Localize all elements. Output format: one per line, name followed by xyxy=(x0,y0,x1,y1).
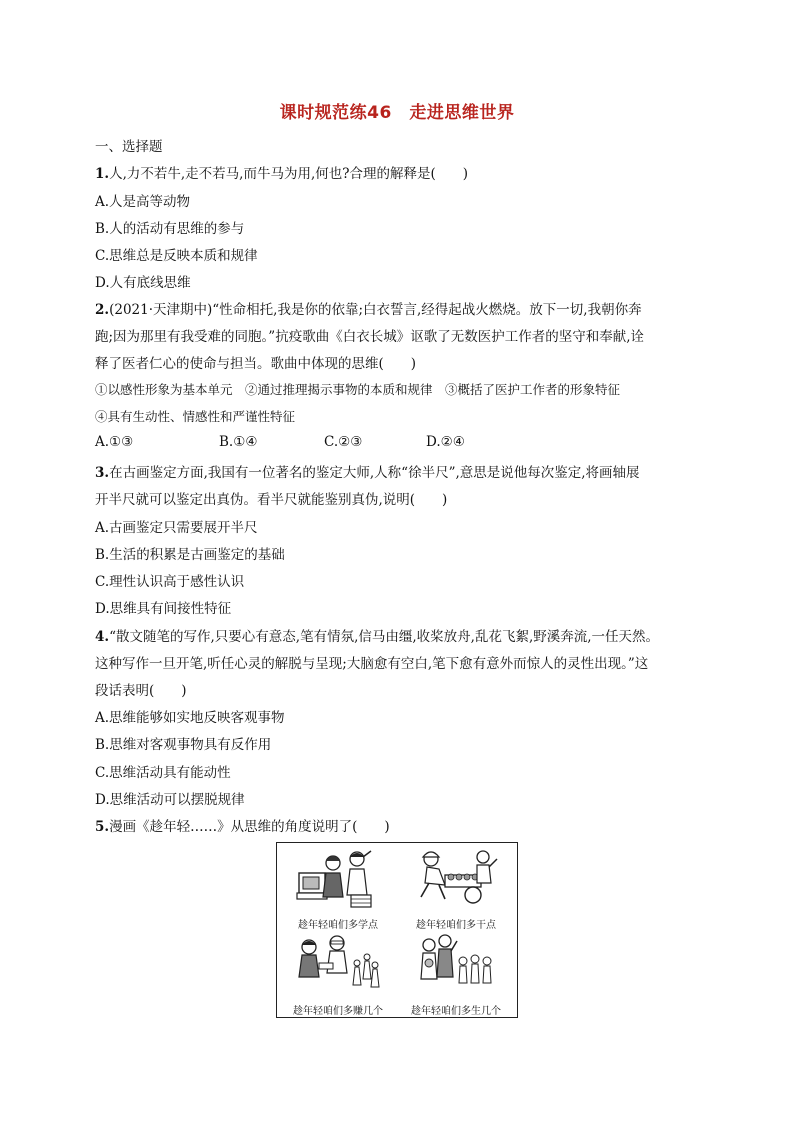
question-number: 4. xyxy=(95,629,110,645)
option-c: C.理性认识高于感性认识 xyxy=(95,574,245,590)
question-number: 2. xyxy=(95,302,110,318)
question-text: 人,力不若牛,走不若马,而牛马为用,何也?合理的解释是( ) xyxy=(109,166,469,182)
cartoon-figure xyxy=(276,842,518,1018)
option-a: A.古画鉴定只需要展开半尺 xyxy=(95,520,258,536)
earning-people-illustration xyxy=(293,933,383,999)
question-text: 在古画鉴定方面,我国有一位著名的鉴定大师,人称“徐半尺”,意思是说他每次鉴定,将画轴展 xyxy=(109,465,640,481)
question-text: 这种写作一旦开笔,听任心灵的解脱与呈现;大脑愈有空白,笔下愈有意外而惊人的灵性出现。”这 xyxy=(95,656,649,672)
question-number: 5. xyxy=(95,819,110,835)
question-text: “散文随笔的写作,只要心有意态,笔有情氛,信马由缰,收桨放舟,乱花飞絮,野溪奔流,一任天然。 xyxy=(109,629,660,645)
question-text: 释了医者仁心的使命与担当。歌曲中体现的思维( ) xyxy=(95,356,417,372)
option-b: B.生活的积累是古画鉴定的基础 xyxy=(95,547,285,563)
option-a: A.①③ xyxy=(95,434,134,450)
section-heading: 一、选择题 xyxy=(95,139,163,155)
option-c: C.②③ xyxy=(324,434,363,450)
question-3-stem xyxy=(95,461,640,481)
statement-items: ④具有生动性、情感性和严谨性特征 xyxy=(95,409,296,424)
question-text: 漫画《趁年轻……》从思维的角度说明了( ) xyxy=(109,819,390,835)
option-b: B.①④ xyxy=(219,434,258,450)
question-text: (2021·天津期中)“性命相托,我是你的依靠;白衣誓言,经得起战火燃烧。放下一切,我朝你奔 xyxy=(109,302,642,318)
cartoon-caption: 趁年轻咱们多干点 xyxy=(416,920,496,931)
option-b: B.思维对客观事物具有反作用 xyxy=(95,737,272,753)
option-a: A.人是高等动物 xyxy=(95,194,191,210)
question-text: 开半尺就可以鉴定出真伪。看半尺就能鉴别真伪,说明( ) xyxy=(95,492,448,508)
option-b: B.人的活动有思维的参与 xyxy=(95,221,245,237)
cartoon-caption: 趁年轻咱们多赚几个 xyxy=(293,1006,383,1017)
cartoon-panel-work xyxy=(397,845,515,931)
option-d: D.思维具有间接性特征 xyxy=(95,601,232,617)
cartoon-panel-family xyxy=(397,931,515,1017)
page-title: 课时规范练46 走进思维世界 xyxy=(279,103,515,123)
question-text: 跑;因为那里有我受难的同胞。”抗疫歌曲《白衣长城》讴歌了无数医护工作者的坚守和奉献,诠 xyxy=(95,329,644,345)
option-c: C.思维总是反映本质和规律 xyxy=(95,248,258,264)
option-c: C.思维活动具有能动性 xyxy=(95,765,231,781)
option-d: D.②④ xyxy=(426,434,465,450)
question-text: 段话表明( ) xyxy=(95,683,187,699)
studying-people-illustration xyxy=(293,847,383,913)
statement-items: ①以感性形象为基本单元 ②通过推理揭示事物的本质和规律 ③概括了医护工作者的形象特征 xyxy=(95,382,621,397)
question-number: 3. xyxy=(95,465,110,481)
family-illustration xyxy=(411,933,501,999)
cartoon-caption: 趁年轻咱们多学点 xyxy=(298,920,378,931)
option-d: D.人有底线思维 xyxy=(95,275,191,291)
working-people-illustration xyxy=(411,847,501,913)
question-2-stem xyxy=(95,298,642,318)
question-number: 1. xyxy=(95,166,110,182)
question-4-stem xyxy=(95,625,659,645)
question-5-stem xyxy=(95,815,390,835)
option-a: A.思维能够如实地反映客观事物 xyxy=(95,710,285,726)
cartoon-panel-earn xyxy=(279,931,397,1017)
cartoon-caption: 趁年轻咱们多生几个 xyxy=(411,1006,501,1017)
cartoon-panel-study xyxy=(279,845,397,931)
option-d: D.思维活动可以摆脱规律 xyxy=(95,792,245,808)
question-1-stem xyxy=(95,162,468,182)
